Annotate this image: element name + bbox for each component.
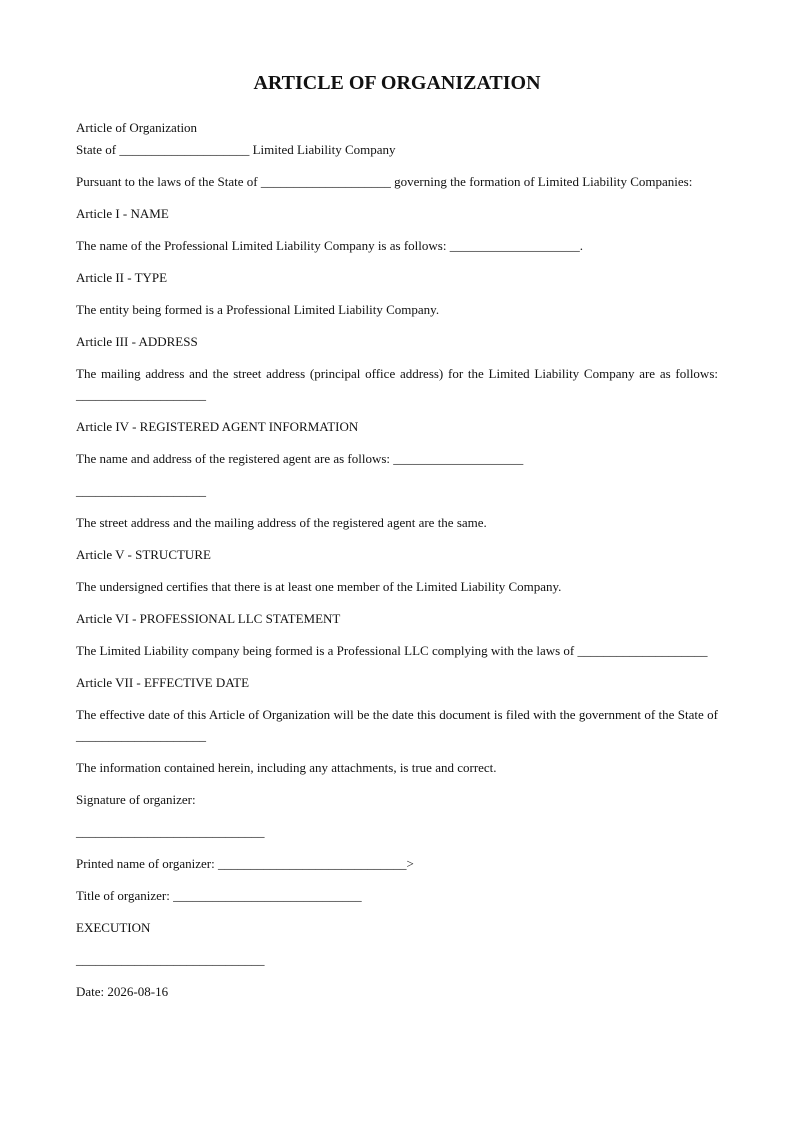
article4-blank-name: ____________________ [393, 451, 524, 466]
article3-blank: ____________________ [76, 387, 206, 402]
printed-name-suffix: > [406, 856, 414, 871]
title-of-organizer-blank: _____________________________ [173, 888, 362, 903]
pursuant-line [76, 172, 718, 192]
signature-label: Signature of organizer: [76, 792, 196, 807]
date-value: 2026-08-16 [107, 984, 169, 999]
pursuant-suffix: governing the formation of Limited Liability Companies: [394, 174, 693, 189]
execution-signature-line [76, 950, 718, 970]
article6-blank: ____________________ [577, 643, 708, 658]
article4-prefix: The name and address of the registered agent are as follows: [76, 451, 391, 466]
signature-blank: _____________________________ [76, 824, 265, 839]
execution-blank: _____________________________ [76, 952, 265, 967]
article7-state-blank [76, 726, 718, 746]
date-line [76, 982, 718, 1002]
article1-suffix: . [579, 238, 583, 253]
pursuant-prefix: Pursuant to the laws of the State of [76, 174, 258, 189]
article4-heading: Article IV - REGISTERED AGENT INFORMATION [76, 419, 359, 434]
printed-name-label: Printed name of organizer: [76, 856, 215, 871]
article1-text [76, 236, 718, 256]
state-blank: ____________________ [119, 142, 250, 157]
date-label: Date: [76, 984, 105, 999]
article5-text: The undersigned certifies that there is at least one member of the Limited Liability Company. [76, 579, 562, 594]
header-line: Article of Organization [76, 120, 198, 135]
article1-heading: Article I - NAME [76, 206, 169, 221]
article4-address-blank [76, 481, 718, 501]
state-line [76, 140, 718, 160]
printed-name-line [76, 854, 718, 874]
article7-blank: ____________________ [76, 728, 206, 743]
article7-heading: Article VII - EFFECTIVE DATE [76, 675, 250, 690]
article1-blank: ____________________ [449, 238, 580, 253]
article4-same-text: The street address and the mailing address of the registered agent are the same. [76, 515, 487, 530]
article7-text: The effective date of this Article of Organization will be the date this document is filed with the government of the State of [76, 707, 718, 722]
document-title: ARTICLE OF ORGANIZATION [253, 72, 541, 94]
article2-text: The entity being formed is a Professional Limited Liability Company. [76, 302, 440, 317]
state-prefix: State of [76, 142, 117, 157]
signature-line [76, 822, 718, 842]
article2-heading: Article II - TYPE [76, 270, 168, 285]
article6-prefix: The Limited Liability company being formed is a Professional LLC complying with the laws of [76, 643, 575, 658]
execution-heading: EXECUTION [76, 920, 151, 935]
article3-heading: Article III - ADDRESS [76, 334, 198, 349]
title-of-organizer-line [76, 886, 718, 906]
state-suffix: Limited Liability Company [252, 142, 396, 157]
article3-address-blank [76, 385, 718, 405]
printed-name-blank: _____________________________ [218, 856, 407, 871]
article4-blank-address: ____________________ [76, 483, 206, 498]
article1-prefix: The name of the Professional Limited Liability Company is as follows: [76, 238, 447, 253]
article6-heading: Article VI - PROFESSIONAL LLC STATEMENT [76, 611, 341, 626]
article6-text [76, 641, 718, 661]
info-true-text: The information contained herein, including any attachments, is true and correct. [76, 760, 497, 775]
title-of-organizer-label: Title of organizer: [76, 888, 170, 903]
article5-heading: Article V - STRUCTURE [76, 547, 211, 562]
article4-text [76, 449, 718, 469]
article3-text: The mailing address and the street address (principal office address) for the Limited Liability Company are as follows: [76, 366, 718, 381]
pursuant-blank: ____________________ [260, 174, 391, 189]
